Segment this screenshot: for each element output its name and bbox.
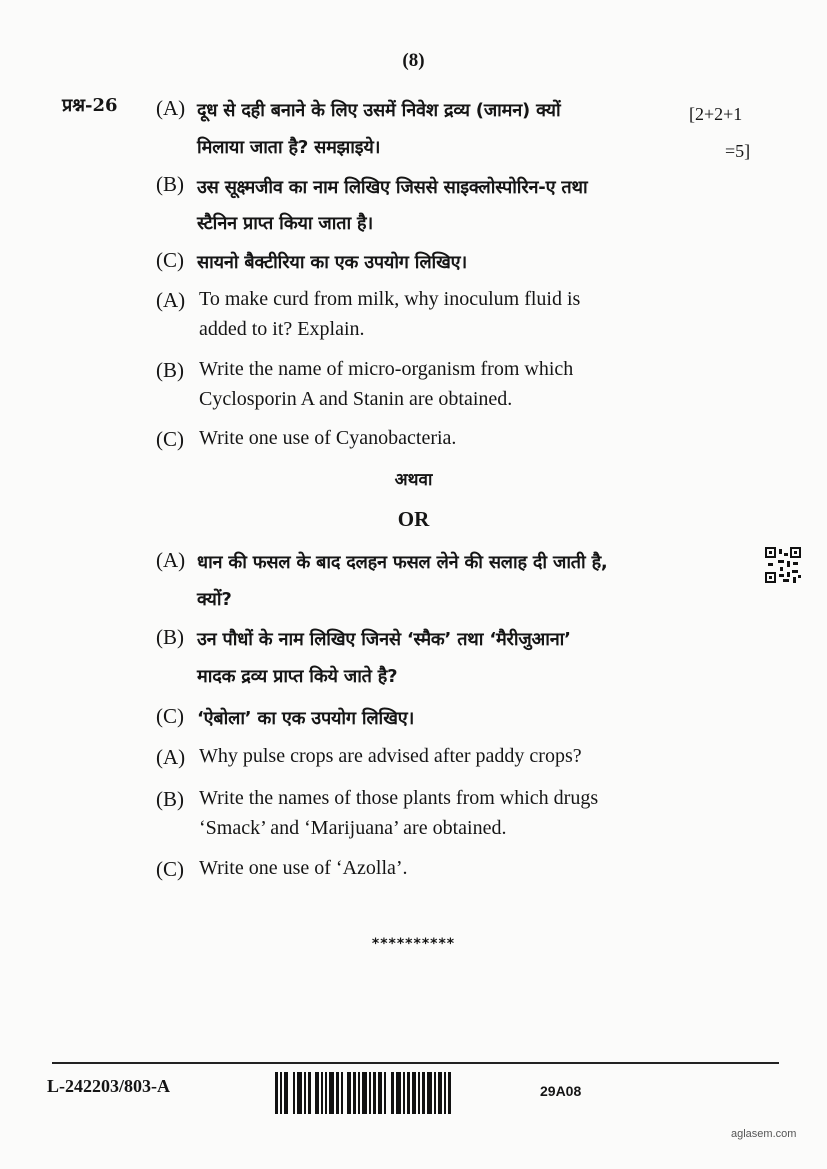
english-1-c-label: (C)	[156, 427, 184, 451]
hindi-1-b-line-2: स्टैनिन प्राप्त किया जाता है।	[197, 213, 373, 234]
question-number: प्रश्न-26	[62, 95, 118, 116]
hindi-2-b-line-1: उन पौधों के नाम लिखिए जिनसे ‘स्मैक’ तथा ‘मैरीजुआना’	[197, 629, 571, 650]
english-1-a-label: (A)	[156, 288, 186, 312]
hindi-2-a-label: (A)	[156, 548, 186, 572]
english-1-a-line-1: To make curd from milk, why inoculum fluid is	[199, 288, 581, 310]
marks-allocation	[689, 96, 750, 170]
hindi-1-b-label: (B)	[156, 172, 184, 196]
english-1-c-line-1: Write one use of Cyanobacteria.	[199, 427, 457, 449]
marks-line-1: [2+2+1	[689, 104, 743, 124]
english-2-a-label: (A)	[156, 745, 186, 769]
watermark: aglasem.com	[731, 1128, 797, 1140]
qr-code-icon	[765, 547, 801, 583]
english-1-b-line-2: Cyclosporin A and Stanin are obtained.	[199, 388, 513, 410]
hindi-1-c-label: (C)	[156, 248, 184, 272]
hindi-2-b-line-2: मादक द्रव्य प्राप्त किये जाते है?	[197, 666, 398, 687]
marks-line-2: =5]	[725, 141, 751, 161]
paper-code: 29A08	[540, 1083, 582, 1099]
footer-code: L-242203/803-A	[47, 1076, 170, 1096]
english-2-b-label: (B)	[156, 787, 184, 811]
english-2-a-line-1: Why pulse crops are advised after paddy crops?	[199, 745, 582, 767]
page-number: (8)	[402, 50, 425, 71]
hindi-2-a-line-2: क्यों?	[197, 589, 232, 610]
hindi-1-a-line-2: मिलाया जाता है? समझाइये।	[197, 137, 381, 158]
or-hindi: अथवा	[394, 470, 433, 490]
hindi-1-b-line-1: उस सूक्ष्मजीव का नाम लिखिए जिससे साइक्लोस्पोरिन-ए तथा	[197, 177, 588, 198]
english-2-b-line-1: Write the names of those plants from which drugs	[199, 787, 599, 809]
english-2-b-line-2: ‘Smack’ and ‘Marijuana’ are obtained.	[199, 817, 507, 839]
hindi-1-a-line-1: दूध से दही बनाने के लिए उसमें निवेश द्रव्य (जामन) क्यों	[197, 100, 561, 121]
english-1-a-line-2: added to it? Explain.	[199, 318, 365, 340]
hindi-2-a-line-1: धान की फसल के बाद दलहन फसल लेने की सलाह दी जाती है,	[197, 552, 608, 573]
or-english: OR	[397, 507, 430, 531]
english-1-b-label: (B)	[156, 358, 184, 382]
english-2-c-line-1: Write one use of ‘Azolla’.	[199, 857, 408, 879]
barcode-icon	[275, 1072, 515, 1114]
end-marker: **********	[371, 936, 456, 952]
english-1-b-line-1: Write the name of micro-organism from which	[199, 358, 574, 380]
footer-rule	[52, 1062, 779, 1064]
hindi-2-c-label: (C)	[156, 704, 184, 728]
hindi-2-b-label: (B)	[156, 625, 184, 649]
english-2-c-label: (C)	[156, 857, 184, 881]
hindi-2-c-line-1: ‘ऐबोला’ का एक उपयोग लिखिए।	[197, 708, 415, 729]
hindi-1-a-label: (A)	[156, 96, 186, 120]
hindi-1-c-line-1: सायनो बैक्टीरिया का एक उपयोग लिखिए।	[197, 252, 468, 273]
